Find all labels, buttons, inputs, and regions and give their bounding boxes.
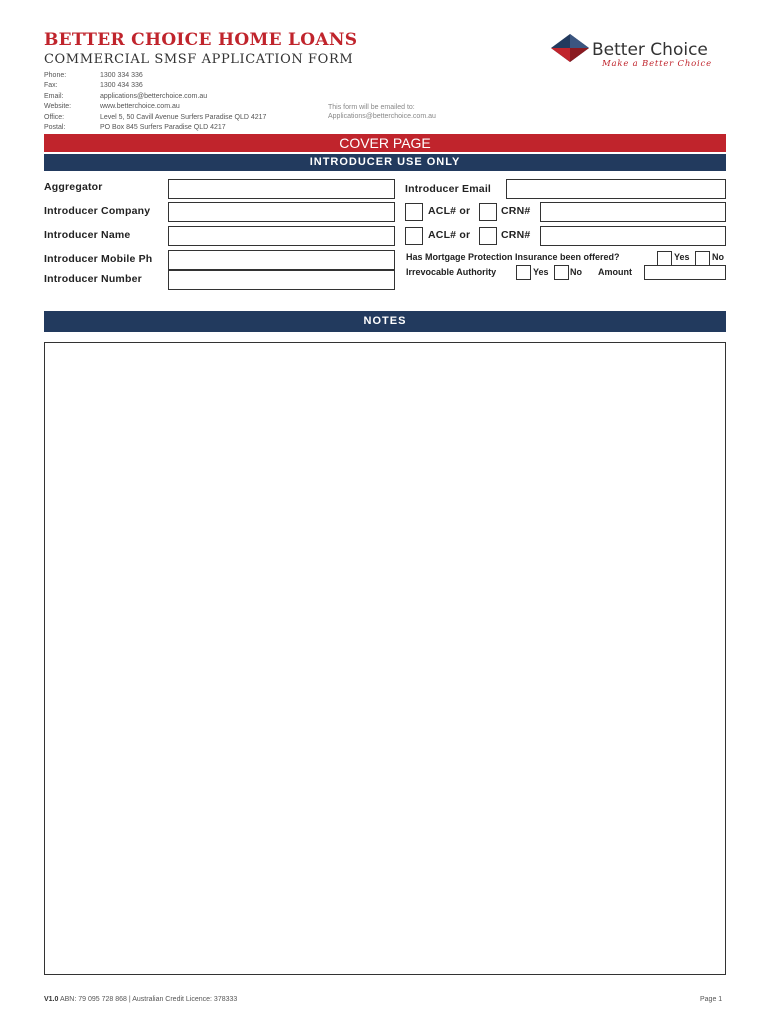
- introducer-number-label: Introducer Number: [44, 273, 142, 285]
- contact-label: Email:: [44, 92, 64, 100]
- introducer-company-field[interactable]: [168, 202, 395, 222]
- footer-version: V1.0: [44, 996, 59, 1003]
- irrevocable-authority-label: Irrevocable Authority: [406, 267, 497, 277]
- logo-name: Better Choice: [592, 40, 708, 60]
- contact-value: 1300 434 336: [100, 82, 143, 90]
- crn-label: CRN#: [501, 229, 531, 241]
- mortgage-no-checkbox[interactable]: [695, 251, 710, 266]
- crn-label: CRN#: [501, 205, 531, 217]
- footer-abn: ABN: 79 095 728 868 | Australian Credit Licence: 378333: [58, 996, 238, 1003]
- contact-label: Website:: [44, 103, 72, 111]
- introducer-email-label: Introducer Email: [405, 183, 492, 195]
- irrevocable-yes-checkbox[interactable]: [516, 265, 531, 280]
- acl-checkbox[interactable]: [405, 203, 423, 221]
- cover-page-banner: COVER PAGE: [44, 134, 726, 152]
- contact-label: Fax:: [44, 82, 58, 90]
- form-title: COMMERCIAL SMSF APPLICATION FORM: [44, 52, 354, 67]
- irrevocable-no-checkbox[interactable]: [554, 265, 569, 280]
- introducer-number-field[interactable]: [168, 270, 395, 290]
- acl-checkbox[interactable]: [405, 227, 423, 245]
- amount-label: Amount: [598, 267, 632, 277]
- contact-value: Level 5, 50 Cavill Avenue Surfers Paradise QLD 4217: [100, 113, 267, 121]
- introducer-section-banner: INTRODUCER USE ONLY: [44, 154, 726, 171]
- contact-details: [44, 71, 266, 133]
- acl-crn-field[interactable]: [540, 202, 726, 222]
- irrevocable-no-label: No: [570, 267, 582, 277]
- mortgage-protection-question: Has Mortgage Protection Insurance been offered?: [406, 252, 620, 262]
- contact-label: Postal:: [44, 124, 66, 132]
- introducer-name-label: Introducer Name: [44, 229, 131, 241]
- mortgage-no-label: No: [712, 252, 724, 262]
- acl-crn-field[interactable]: [540, 226, 726, 246]
- email-note-line1: This form will be emailed to:: [328, 104, 415, 111]
- acl-label: ACL# or: [428, 205, 471, 217]
- introducer-email-field[interactable]: [506, 179, 726, 199]
- mortgage-yes-label: Yes: [674, 252, 690, 262]
- aggregator-field[interactable]: [168, 179, 395, 199]
- contact-value: PO Box 845 Surfers Paradise QLD 4217: [100, 124, 226, 132]
- contact-label: Phone:: [44, 72, 67, 79]
- email-note: [328, 103, 436, 121]
- irrevocable-yes-label: Yes: [533, 267, 549, 277]
- introducer-mobile-label: Introducer Mobile Ph: [44, 253, 153, 265]
- email-note-line2: Applications@betterchoice.com.au: [328, 113, 436, 120]
- footer-text: [44, 996, 237, 1003]
- notes-banner: NOTES: [44, 311, 726, 332]
- acl-label: ACL# or: [428, 229, 471, 241]
- aggregator-label: Aggregator: [44, 181, 103, 193]
- logo-tagline: Make a Better Choice: [602, 59, 712, 69]
- crn-checkbox[interactable]: [479, 203, 497, 221]
- contact-value: applications@betterchoice.com.au: [100, 92, 208, 100]
- contact-value: 1300 334 336: [100, 72, 143, 79]
- introducer-name-field[interactable]: [168, 226, 395, 246]
- contact-label: Office:: [44, 113, 65, 121]
- logo-icon: [549, 32, 591, 68]
- notes-textarea[interactable]: [44, 342, 726, 975]
- introducer-mobile-field[interactable]: [168, 250, 395, 270]
- mortgage-yes-checkbox[interactable]: [657, 251, 672, 266]
- page-number: Page 1: [700, 996, 723, 1003]
- contact-value: www.betterchoice.com.au: [100, 103, 180, 111]
- amount-field[interactable]: [644, 265, 726, 280]
- introducer-company-label: Introducer Company: [44, 205, 151, 217]
- company-title: BETTER CHOICE HOME LOANS: [44, 30, 358, 50]
- crn-checkbox[interactable]: [479, 227, 497, 245]
